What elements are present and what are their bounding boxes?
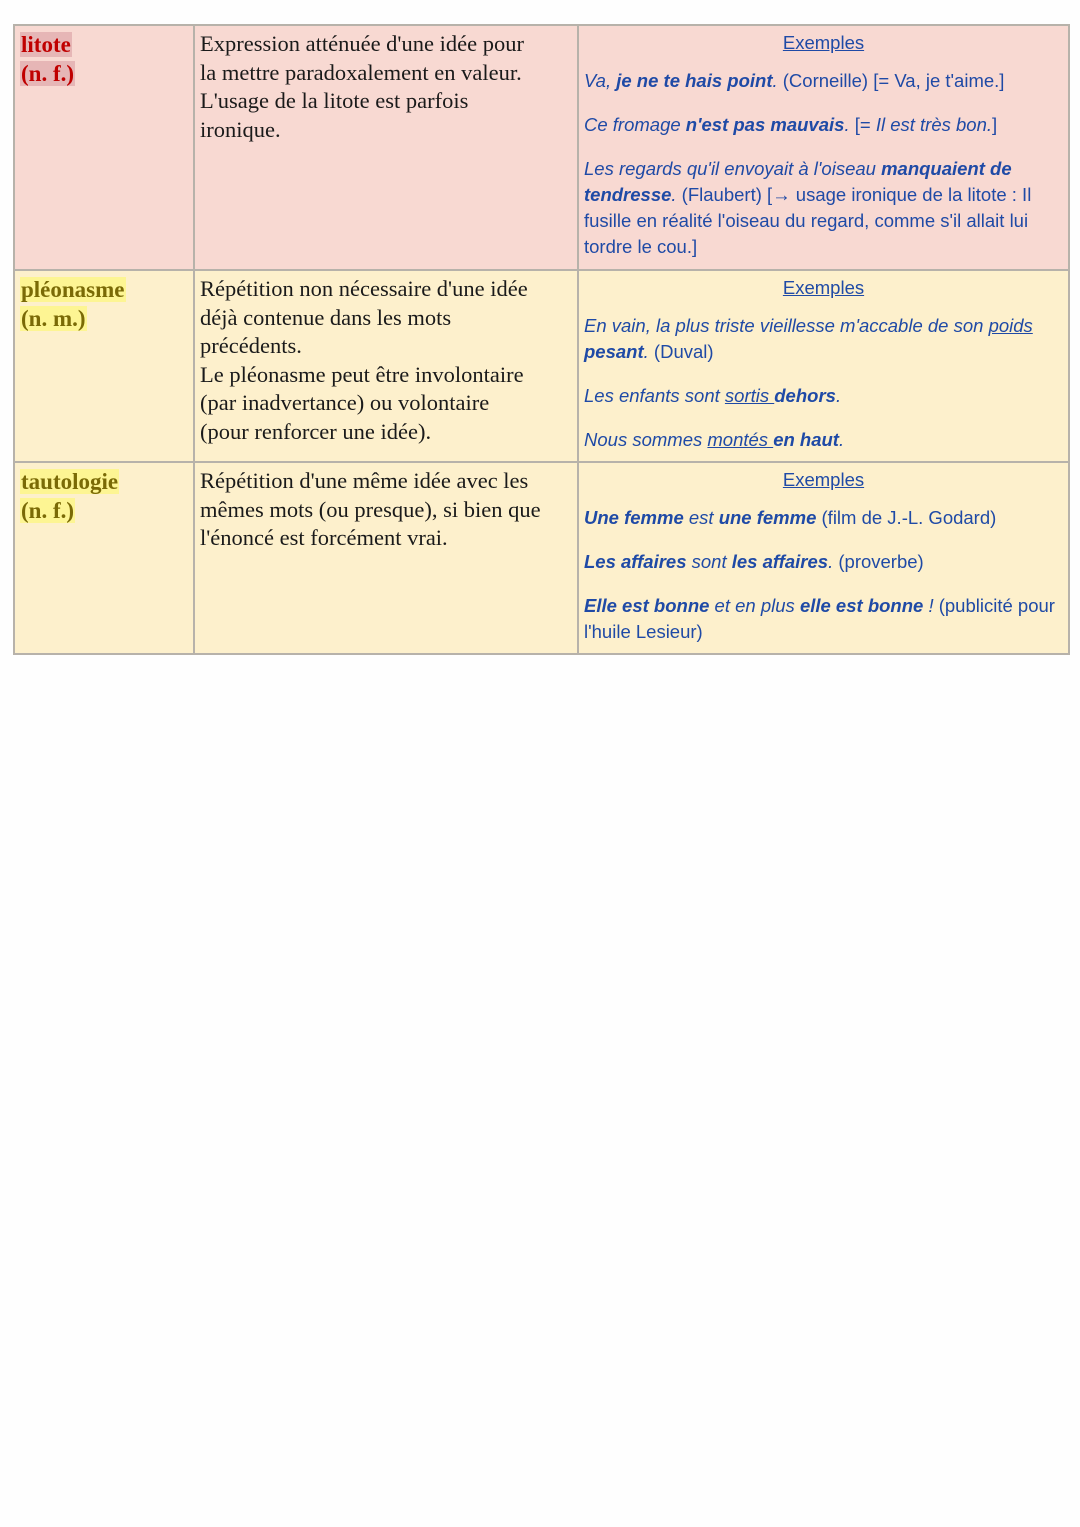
example-fragment: (publicité pour l'huile Lesieur) [584,595,1055,642]
example-sentence [584,156,1063,260]
definition-line: mêmes mots (ou presque), si bien que [200,496,541,522]
term-gender: (n. f.) [21,61,75,86]
term-heading [20,467,188,525]
example-fragment: . [671,184,677,205]
example-fragment: Les enfants sont [584,385,725,406]
example-fragment: est [683,507,719,528]
term-cell [14,270,194,462]
definition-cell [194,270,578,462]
example-fragment: pesant [584,341,644,362]
table-row-pleonasme [14,270,1069,462]
example-fragment: Il est très bon. [875,114,993,135]
example-fragment: je ne te hais point [616,70,773,91]
example-fragment: . [828,551,834,572]
examples-heading: Exemples [782,469,865,490]
example-fragment: . [844,114,850,135]
definition-line: (pour renforcer une idée). [200,418,432,444]
example-fragment: montés [707,429,774,450]
example-fragment: dehors [774,385,836,406]
example-fragment: manquaient de tendresse [584,158,1012,205]
definition-line: l'énoncé est forcément vrai. [200,525,448,551]
example-fragment: Une femme [584,507,684,528]
example-fragment: sont [686,551,732,572]
example-fragment: (Flaubert) [→ usage ironique de la litote : Il fusille en réalité l'oiseau du regard, comme s'il allait lui tordre le cou.] [584,184,1032,257]
term-name: litote [21,32,71,57]
example-sentence [584,313,1063,365]
definition-line: déjà contenue dans les mots [200,304,452,330]
example-sentence [584,112,1063,138]
example-fragment: Les affaires [584,551,687,572]
example-fragment: (Duval) [648,341,714,362]
definition-line: ironique. [200,116,281,142]
example-fragment: une femme [718,507,817,528]
term-cell [14,462,194,654]
definition-cell [194,462,578,654]
example-fragment: . [643,341,649,362]
term-gender: (n. m.) [21,306,86,331]
definition-line: Répétition non nécessaire d'une idée [200,276,528,301]
example-fragment: (Corneille) [= Va, je t'aime.] [777,70,1005,91]
definition-text [200,275,572,447]
definition-line: Le pléonasme peut être involontaire [200,361,524,387]
example-sentence [584,427,1063,453]
example-fragment: (film de J.-L. Godard) [816,507,997,528]
example-fragment: En vain, la plus triste vieillesse m'accable de son [584,315,989,336]
definition-line: (par inadvertance) ou volontaire [200,390,490,416]
example-sentence [584,593,1063,645]
definition-text [200,467,572,553]
example-fragment: . [772,70,778,91]
example-sentence [584,383,1063,409]
example-fragment: n'est pas mauvais [685,114,845,135]
example-sentence [584,505,1063,531]
example-fragment: Elle est bonne [584,595,710,616]
example-fragment: Va, [584,70,617,91]
definition-line: Expression atténuée d'une idée pour [200,31,524,56]
example-fragment: Les regards qu'il envoyait à l'oiseau [584,158,882,179]
example-fragment: poids [988,315,1033,336]
examples-block [584,275,1063,453]
figures-de-style-table [13,24,1070,655]
examples-block [584,467,1063,645]
term-name: tautologie [21,469,119,494]
definition-line: Répétition d'une même idée avec les [200,468,529,493]
definition-text [200,30,572,144]
term-gender: (n. f.) [21,498,75,523]
examples-cell [578,270,1069,462]
term-heading [20,275,188,333]
term-cell [14,25,194,270]
examples-heading: Exemples [782,277,865,298]
example-fragment: . [835,385,842,406]
example-sentence [584,549,1063,575]
example-fragment: . [838,429,845,450]
term-heading [20,30,188,88]
example-fragment: Nous sommes [584,429,708,450]
example-fragment: (proverbe) [833,551,924,572]
example-fragment: ! [923,595,939,616]
example-fragment: Ce fromage [584,114,686,135]
example-fragment: les affaires [731,551,829,572]
term-name: pléonasme [21,277,125,302]
example-fragment: en haut [773,429,839,450]
definition-line: précédents. [200,333,302,359]
table-row-litote [14,25,1069,270]
example-fragment: ] [992,114,998,135]
examples-cell [578,462,1069,654]
example-fragment: elle est bonne [799,595,924,616]
example-fragment: et en plus [709,595,800,616]
example-sentence [584,68,1063,94]
example-fragment: sortis [724,385,775,406]
definition-line: la mettre paradoxalement en valeur. [200,59,522,85]
definition-cell [194,25,578,270]
example-fragment: [= [849,114,876,135]
table-row-tautologie [14,462,1069,654]
examples-heading: Exemples [782,32,865,53]
examples-block [584,30,1063,260]
definition-line: L'usage de la litote est parfois [200,88,469,114]
examples-cell [578,25,1069,270]
